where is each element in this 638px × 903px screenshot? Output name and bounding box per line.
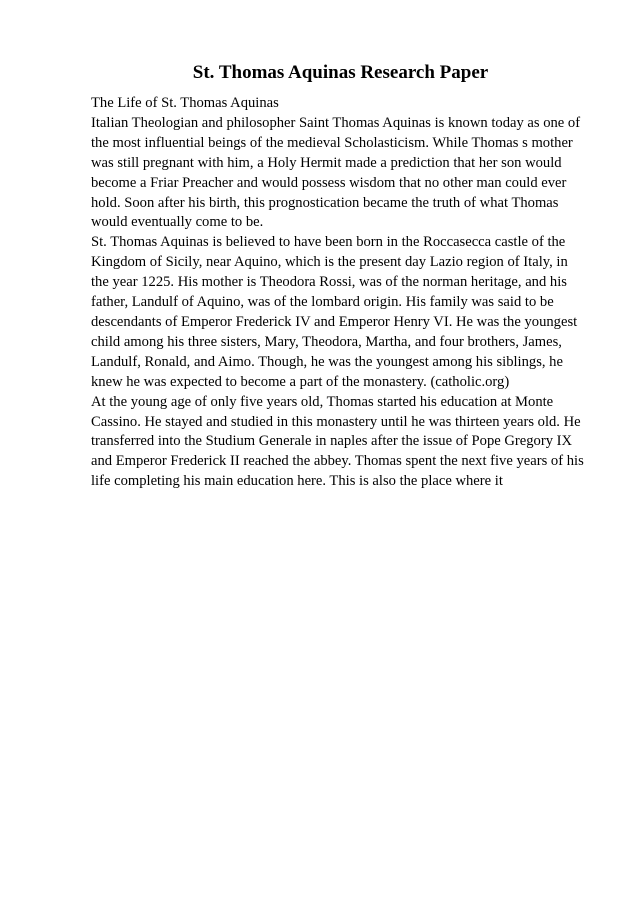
text-line: Landulf, Ronald, and Aimo. Though, he was the youngest among his siblings, he	[91, 353, 563, 370]
section-heading: The Life of St. Thomas Aquinas	[91, 95, 279, 111]
text-line: was still pregnant with him, a Holy Hermit made a prediction that her son would	[91, 154, 562, 171]
text-line: Italian Theologian and philosopher Saint Thomas Aquinas is known today as one of	[91, 114, 581, 131]
text-line: hold. Soon after his birth, this prognostication became the truth of what Thomas	[91, 194, 559, 211]
text-line: the most influential beings of the medieval Scholasticism. While Thomas s mother	[91, 134, 573, 151]
text-line: knew he was expected to become a part of the monastery. (catholic.org)	[91, 373, 510, 390]
text-line: would eventually come to be.	[91, 214, 264, 231]
text-line: descendants of Emperor Frederick IV and Emperor Henry VI. He was the youngest	[91, 313, 578, 330]
text-line: father, Landulf of Aquino, was of the lombard origin. His family was said to be	[91, 294, 554, 311]
text-line: child among his three sisters, Mary, Theodora, Martha, and four brothers, James,	[91, 333, 562, 350]
text-line: transferred into the Studium Generale in naples after the issue of Pope Gregory IX	[91, 433, 573, 450]
text-line: become a Friar Preacher and would possess wisdom that no other man could ever	[91, 174, 567, 191]
document-title: St. Thomas Aquinas Research Paper	[192, 62, 489, 83]
text-line: Cassino. He stayed and studied in this monastery until he was thirteen years old. He	[91, 413, 581, 430]
text-line: Kingdom of Sicily, near Aquino, which is the present day Lazio region of Italy, in	[91, 254, 568, 271]
text-line: and Emperor Frederick II reached the abbey. Thomas spent the next five years of his	[91, 453, 584, 470]
text-line: St. Thomas Aquinas is believed to have been born in the Roccasecca castle of the	[91, 234, 566, 251]
text-line: At the young age of only five years old, Thomas started his education at Monte	[91, 393, 554, 410]
document-body	[91, 94, 591, 492]
text-line: life completing his main education here. This is also the place where it	[91, 473, 503, 490]
text-line: the year 1225. His mother is Theodora Rossi, was of the norman heritage, and his	[91, 274, 567, 291]
